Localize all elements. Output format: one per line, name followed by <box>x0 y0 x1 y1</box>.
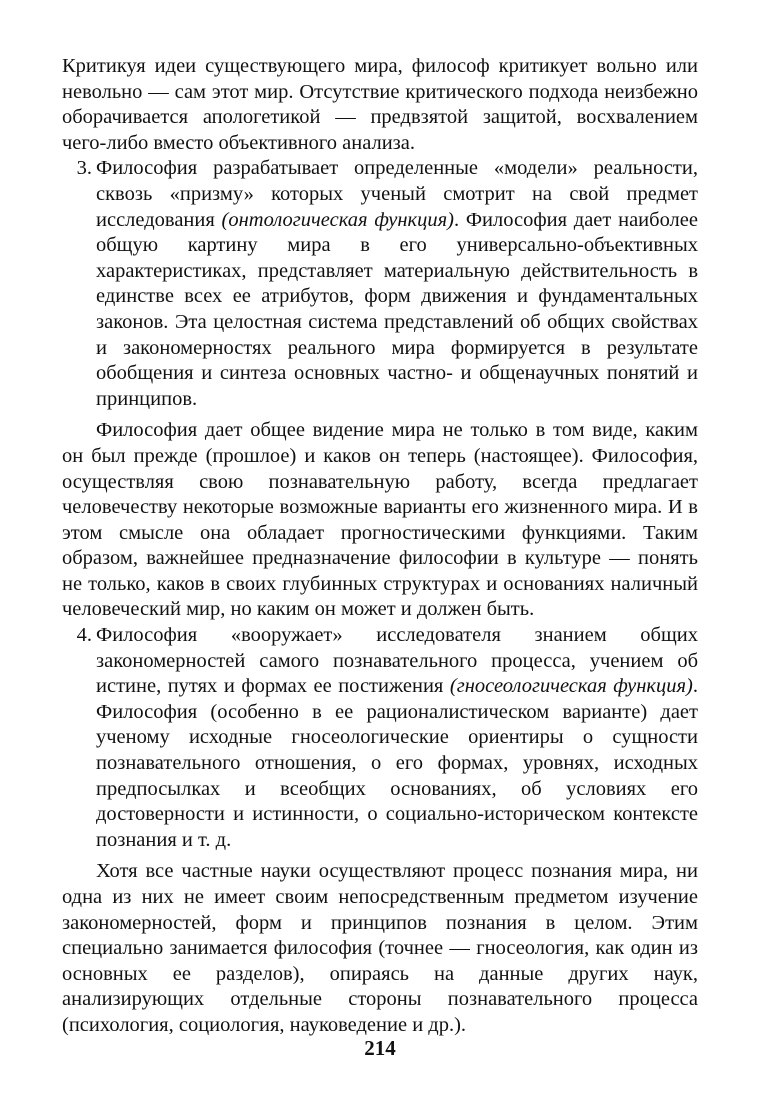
list-item-body <box>96 623 698 853</box>
item-text: Философия разрабатывает определенные «модели» реальности, сквозь «призму» которых ученый смотрит на свой предмет исследования <box>96 157 698 231</box>
item-text: . Философия (особенно в ее рационалистическом варианте) дает ученому исходные гносеологические ориентиры о сущности познавательного отношения, о его формах, уровнях, исходных предпосылках и всеобщих основаниях, об условиях его достоверности и истинности, о социально-историческом контексте познания и т. д. <box>96 675 699 851</box>
item-text: . Философия дает наиболее общую картину мира в его универсально-объективных характеристиках, представляет материальную действительность в единстве всех ее атрибутов, форм движения и фундаментальных законов. Эта целостная система представлений об общих свойствах и закономерностях реального мира формируется в результате обобщения и синтеза основных частно- и общенаучных понятий и принципов. <box>96 208 698 410</box>
list-item-4 <box>62 623 698 853</box>
list-item-3 <box>62 156 698 412</box>
list-item-body <box>96 156 698 412</box>
paragraph-intro: Критикуя идеи существующего мира, философ критикует вольно или невольно — сам этот мир. Отсутствие критического подхода неизбежно оборачивается апологетикой — предвзятой защитой, восхвалением чего-либо вместо объективного анализа. <box>62 55 698 154</box>
page-body <box>62 54 698 1039</box>
list-number: 4. <box>76 624 92 647</box>
page-number: 214 <box>364 1036 396 1060</box>
item-italic-term: (онтологическая функция) <box>221 208 454 231</box>
paragraph-middle: Философия дает общее видение мира не только в том виде, каким он был прежде (прошлое) и каков он теперь (настоящее). Философия, осуществляя свою познавательную работу, всегда предлагает человечеству некоторые возможные варианты его жизненного мира. И в этом смысле она обладает прогностическими функциями. Таким образом, важнейшее предназначение философии в культуре — понять не только, каков в своих глубинных структурах и основаниях наличный человеческий мир, но каким он может и должен быть. <box>62 419 698 621</box>
item-italic-term: (гносеологическая функция) <box>449 675 693 698</box>
paragraph-last: Хотя все частные науки осуществляют процесс познания мира, ни одна из них не имеет своим непосредственным предметом изучение закономерностей, форм и принципов познания в целом. Этим специально занимается философия (точнее — гносеология, как один из основных ее разделов), опираясь на данные других наук, анализирующих отдельные стороны познавательного процесса (психология, социология, науковедение и др.). <box>62 860 698 1036</box>
list-number: 3. <box>76 157 92 180</box>
item-text: Философия «вооружает» исследователя знанием общих закономерностей самого познавательного процесса, учением об истине, путях и формах ее постижения <box>96 624 698 698</box>
